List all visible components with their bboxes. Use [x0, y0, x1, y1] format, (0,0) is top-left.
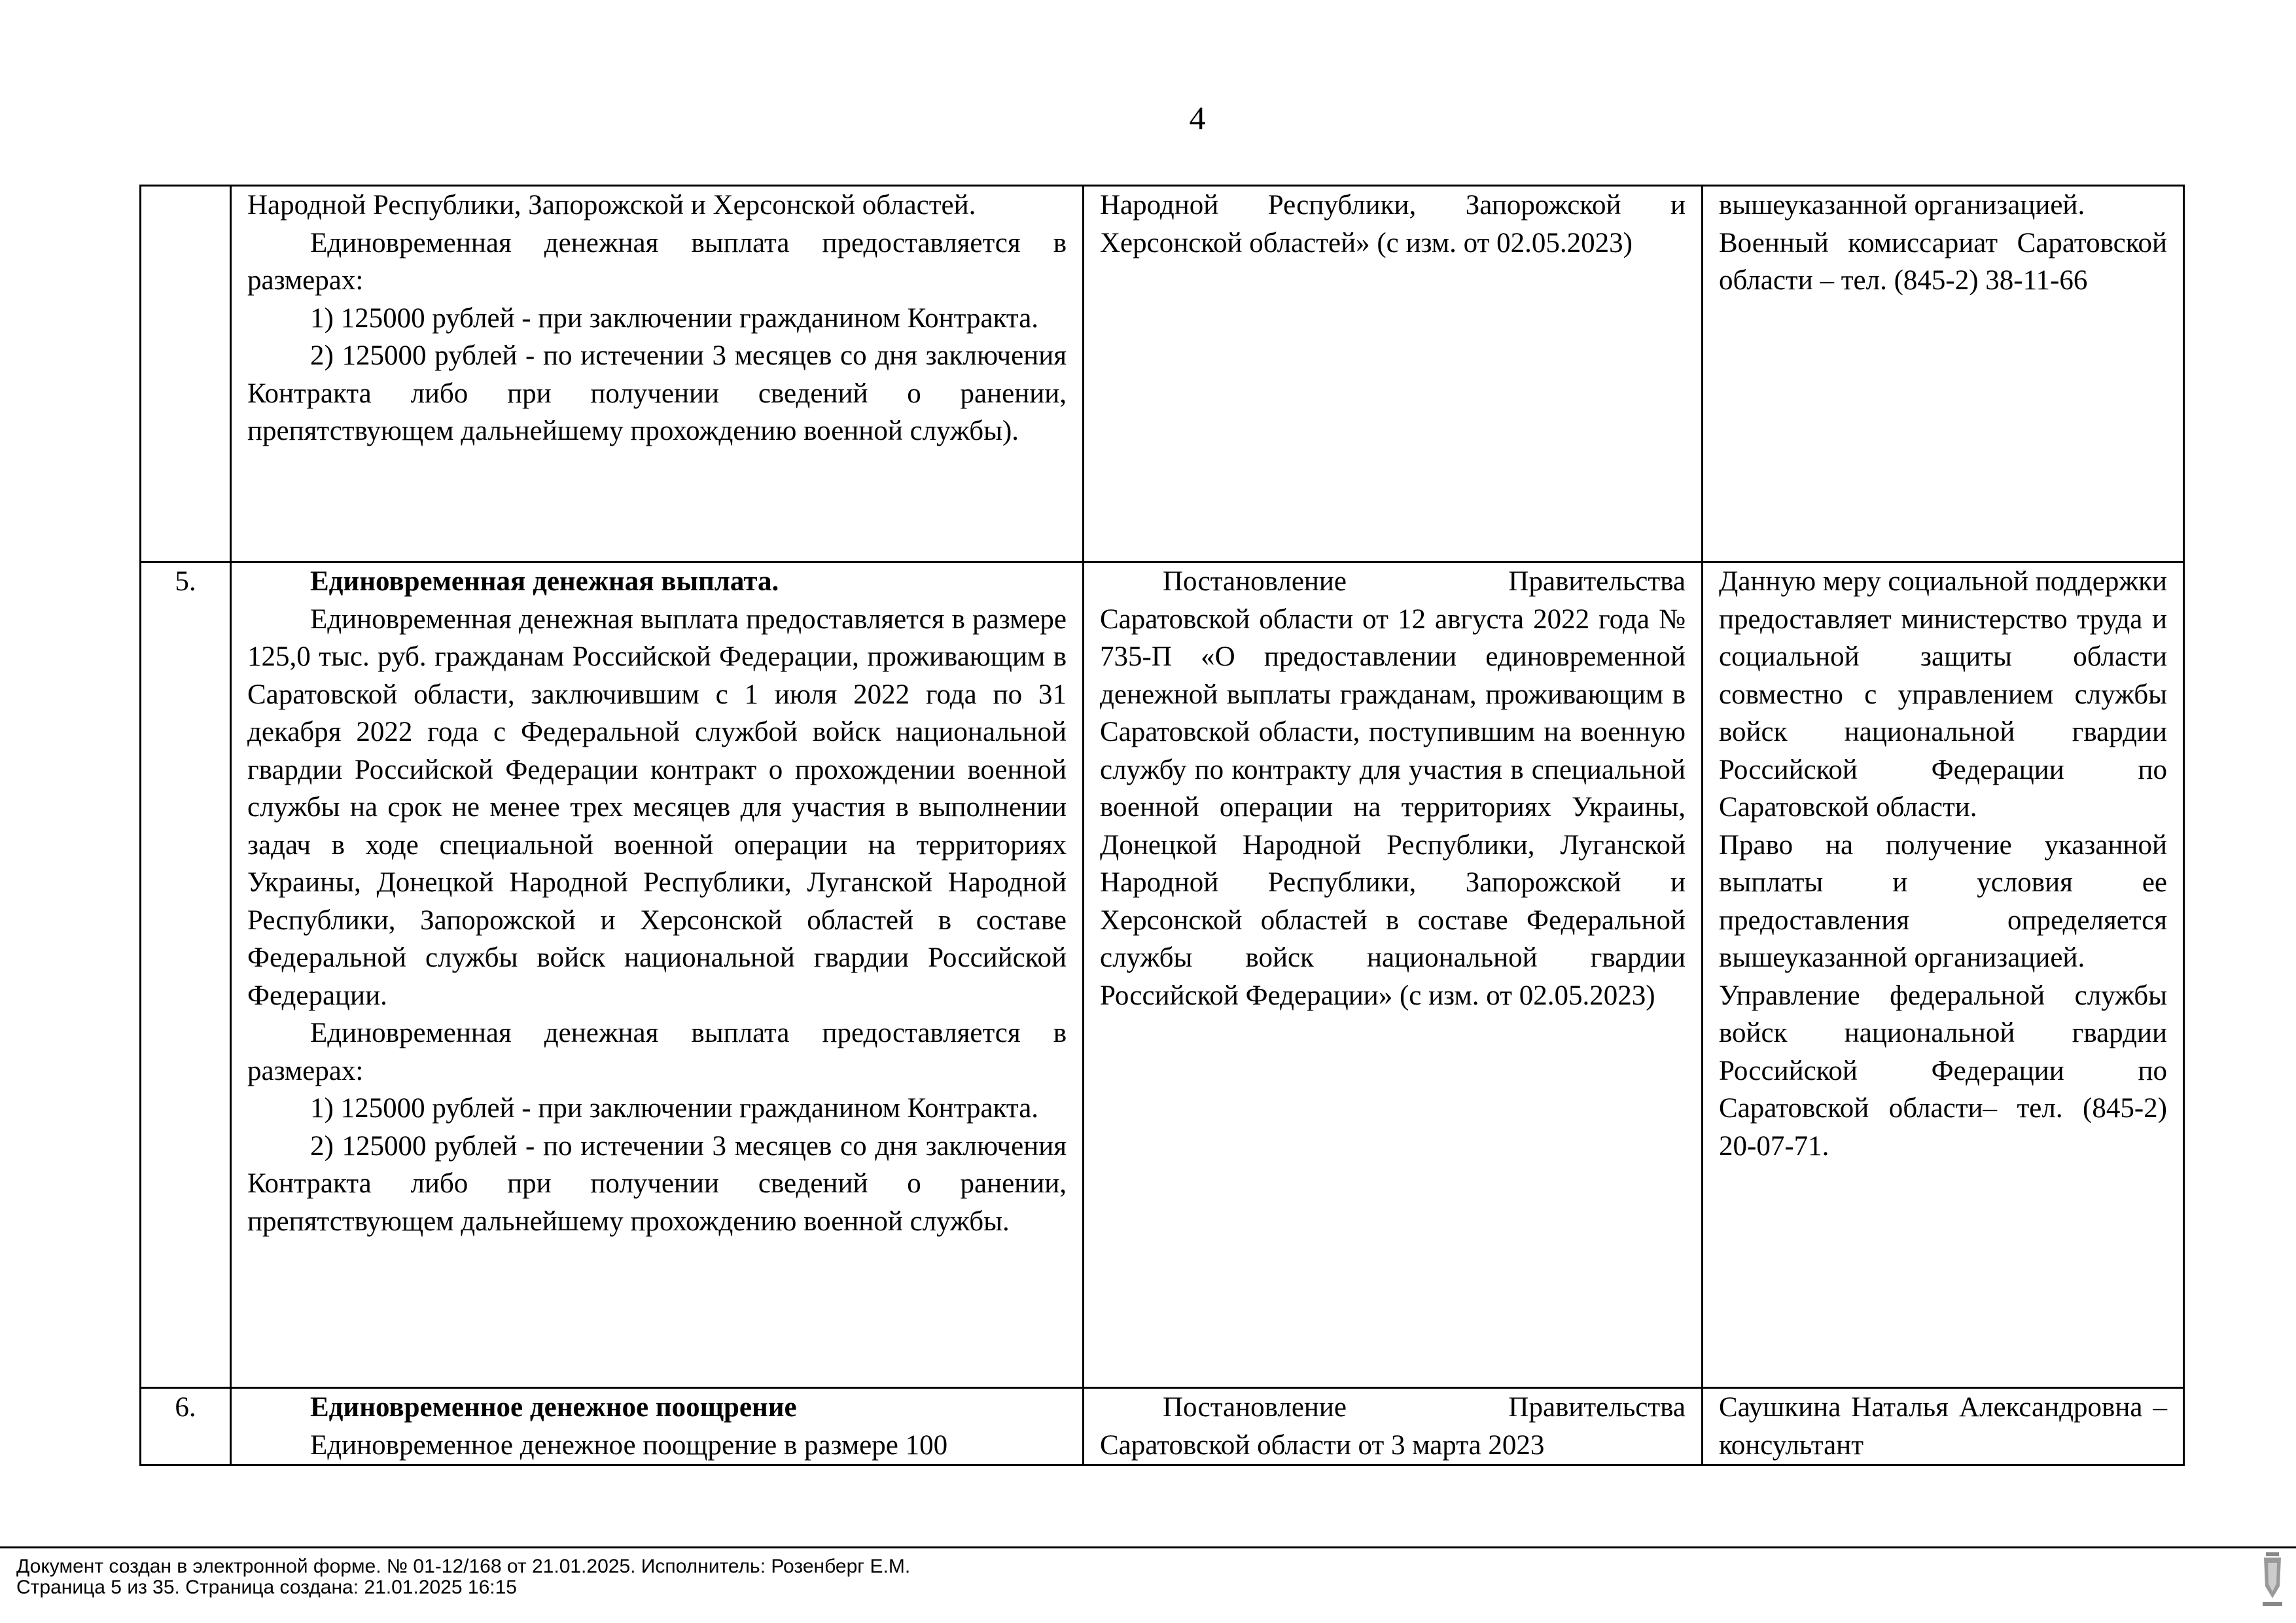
table-row — [141, 1388, 2184, 1465]
row-number-cell: 5. — [141, 562, 231, 1388]
measure-cell — [231, 1388, 1084, 1465]
measures-table-body — [141, 186, 2184, 1465]
measure-cell — [231, 186, 1084, 562]
contact-text: Саушкина Наталья Александровна – консультант — [1719, 1392, 2167, 1461]
measure-text: Единовременная денежная выплата предоставляется в размерах: — [247, 1018, 1067, 1086]
measure-text: Единовременная денежная выплата предоставляется в размере 125,0 тыс. руб. гражданам Российской Федерации, проживающим в Саратовской области, заключившим с 1 июля 2022 года по 31 декабря 2022 года с Федеральной службой войск национальной гвардии Российской Федерации контракт о прохождении военной службы на срок не менее трех месяцев для участия в выполнении задач в ходе специальной военной операции на территориях Украины, Донецкой Народной Республики, Луганской Народной Республики, Запорожской и Херсонской областей в составе Федеральной службы войск национальной гвардии Российской Федерации. — [247, 603, 1067, 1011]
measure-text: 2) 125000 рублей - по истечении 3 месяцев со дня заключения Контракта либо при получении сведений о ранении, препятствующем дальнейшему прохождению военной службы. — [247, 1130, 1067, 1237]
measure-text: 2) 125000 рублей - по истечении 3 месяцев со дня заключения Контракта либо при получении сведений о ранении, препятствующем дальнейшему прохождению военной службы). — [247, 340, 1067, 446]
row-number-cell — [141, 186, 231, 562]
measure-text: 1) 125000 рублей - при заключении гражданином Контракта. — [310, 1093, 1039, 1124]
measure-title: Единовременное денежное поощрение — [310, 1392, 797, 1423]
contact-cell — [1703, 1388, 2184, 1465]
footer-line-page: Страница 5 из 35. Страница создана: 21.01.2025 16:15 — [16, 1577, 517, 1598]
measure-text: Единовременная денежная выплата предоставляется в размерах: — [247, 227, 1067, 296]
footer — [16, 1556, 910, 1598]
measure-text: 1) 125000 рублей - при заключении гражданином Контракта. — [310, 302, 1039, 334]
legal-basis-cell — [1084, 1388, 1703, 1465]
measure-title: Единовременная денежная выплата. — [310, 566, 779, 597]
legal-basis-cell — [1084, 562, 1703, 1388]
contact-text: Управление федеральной службы войск национальной гвардии Российской Федерации по Саратовской области– тел. (845-2) 20-07-71. — [1719, 980, 2167, 1162]
footer-line-document: Документ создан в электронной форме. № 01-12/168 от 21.01.2025. Исполнитель: Розенберг Е.М. — [16, 1556, 911, 1577]
table-row — [141, 562, 2184, 1388]
legal-basis-text: Постановление Правительства Саратовской области от 12 августа 2022 года № 735-П «О предоставлении единовременной денежной выплаты гражданам, проживающим в Саратовской области, поступившим на военную службу по контракту для участия в специальной военной операции на территориях Украины, Донецкой Народной Республики, Луганской Народной Республики, Запорожской и Херсонской областей в составе Федеральной службы войск национальной гвардии Российской Федерации» (с изм. от 02.05.2023) — [1100, 566, 1686, 1011]
legal-basis-cell — [1084, 186, 1703, 562]
contact-text: Военный комиссариат Саратовской области – тел. (845-2) 38-11-66 — [1719, 227, 2167, 296]
measures-table — [139, 185, 2185, 1466]
page-number: 4 — [1189, 99, 1206, 136]
legal-basis-text: Постановление Правительства Саратовской области от 3 марта 2023 — [1100, 1392, 1686, 1461]
footer-divider — [0, 1546, 2296, 1548]
contact-text: вышеуказанной организацией. — [1719, 190, 2085, 221]
measure-cell — [231, 562, 1084, 1388]
coat-of-arms-icon — [2256, 1547, 2289, 1613]
contact-text: Право на получение указанной выплаты и условия ее предоставления определяется вышеуказанной организацией. — [1719, 829, 2167, 973]
contact-cell — [1703, 186, 2184, 562]
measure-text: Народной Республики, Запорожской и Херсонской областей. — [247, 190, 976, 221]
measure-text: Единовременное денежное поощрение в размере 100 — [310, 1429, 948, 1461]
table-row — [141, 186, 2184, 562]
contact-text: Данную меру социальной поддержки предоставляет министерство труда и социальной защиты области совместно с управлением службы войск национальной гвардии Российской Федерации по Саратовской области. — [1719, 566, 2167, 823]
legal-basis-text: Народной Республики, Запорожской и Херсонской областей» (с изм. от 02.05.2023) — [1100, 190, 1686, 259]
contact-cell — [1703, 562, 2184, 1388]
row-number-cell: 6. — [141, 1388, 231, 1465]
